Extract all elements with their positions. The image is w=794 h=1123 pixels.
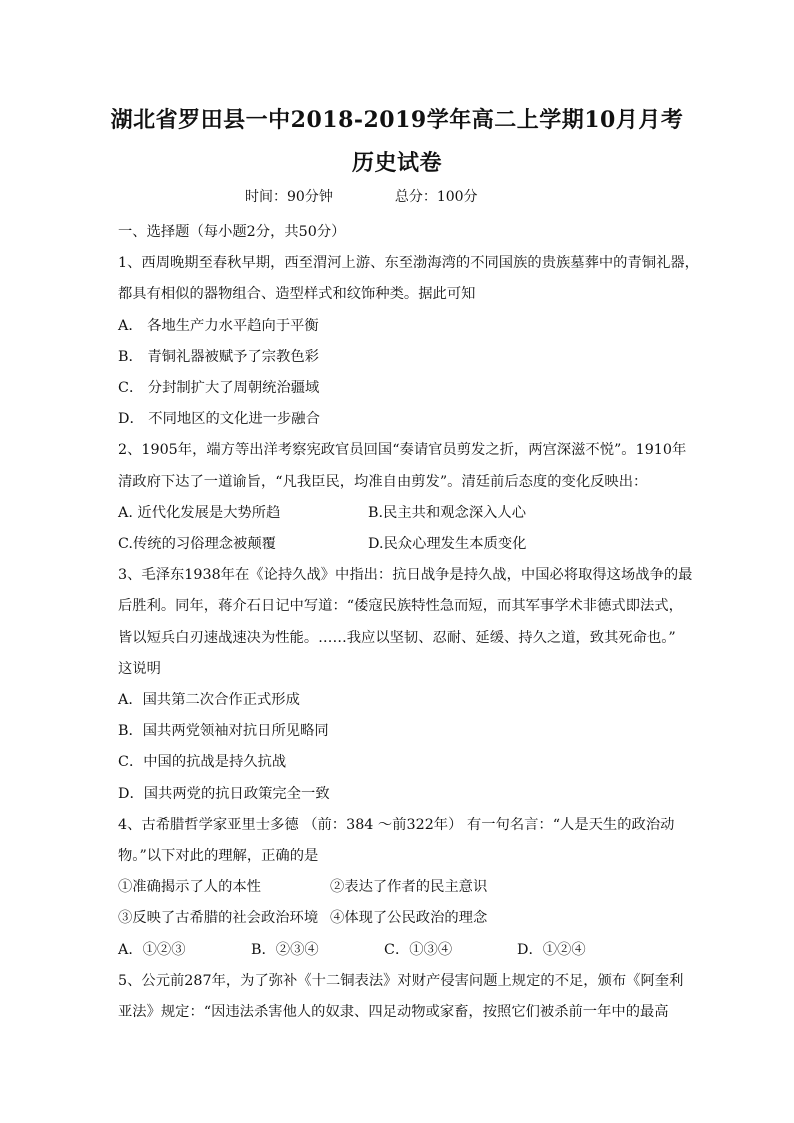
question-2-options-row-2 bbox=[118, 529, 678, 560]
question-4-statement-4: ④体现了公民政治的理念 bbox=[330, 910, 488, 927]
question-3-option-a: A．国共第二次合作正式形成 bbox=[118, 692, 300, 709]
question-1-option-a: A． 各地生产力水平趋向于平衡 bbox=[118, 317, 319, 334]
question-4-stem-line-2: 物。”以下对此的理解，正确的是 bbox=[118, 848, 319, 865]
exam-content bbox=[118, 217, 699, 1028]
question-1-option-d: D． 不同地区的文化进一步融合 bbox=[118, 411, 320, 428]
question-2-stem-line-1: 2、1905年，端方等出洋考察宪政官员回国“奏请官员剪发之折，两宫深滋不悦”。1910年 bbox=[118, 442, 687, 459]
question-4-option-a: A．①②③ bbox=[118, 941, 186, 958]
question-1-stem-line-1: 1、西周晚期至春秋早期，西至渭河上游、东至渤海湾的不同国族的贵族墓葬中的青铜礼器， bbox=[118, 255, 699, 272]
question-4-statements-row-1 bbox=[118, 872, 678, 903]
question-2-option-c: C.传统的习俗理念被颠覆 bbox=[118, 536, 276, 553]
question-3-option-d: D．国共两党的抗日政策完全一致 bbox=[118, 785, 330, 802]
exam-info bbox=[245, 186, 478, 206]
question-2-options-row-1 bbox=[118, 498, 678, 529]
question-4-statement-3: ③反映了古希腊的社会政治环境 bbox=[118, 910, 319, 927]
question-4-statements-row-2 bbox=[118, 903, 678, 934]
question-2-option-d: D.民众心理发生本质变化 bbox=[368, 536, 527, 553]
question-3-option-c: C．中国的抗战是持久抗战 bbox=[118, 754, 287, 771]
question-5-stem-line-1: 5、公元前287年，为了弥补《十二铜表法》对财产侵害问题上规定的不足，颁布《阿奎利 bbox=[118, 972, 684, 989]
question-5-stem-line-2: 亚法》规定：“因违法杀害他人的奴隶、四足动物或家畜，按照它们被杀前一年中的最高 bbox=[118, 1004, 669, 1021]
question-4-options-row bbox=[118, 935, 678, 966]
question-1-option-c: C． 分封制扩大了周朝统治疆域 bbox=[118, 380, 320, 397]
question-2-option-a: A. 近代化发展是大势所趋 bbox=[118, 504, 281, 521]
question-3-stem-line-3: 皆以短兵白刃速战速决为性能。……我应以坚韧、忍耐、延缓、持久之道，致其死命也。” bbox=[118, 629, 676, 646]
question-3-stem-line-4: 这说明 bbox=[118, 660, 161, 677]
question-2-stem-line-2: 清政府下达了一道谕旨，“凡我臣民，均准自由剪发”。清廷前后态度的变化反映出： bbox=[118, 473, 648, 490]
question-4-statement-1: ①准确揭示了人的本性 bbox=[118, 879, 261, 896]
exam-title: 湖北省罗田县一中2018-2019学年高二上学期10月月考 bbox=[110, 107, 684, 133]
question-4-option-c: C．①③④ bbox=[384, 941, 453, 958]
question-1-stem-line-2: 都具有相似的器物组合、造型样式和纹饰种类。据此可知 bbox=[118, 286, 476, 303]
question-4-stem-line-1: 4、古希腊哲学家亚里士多德 （前：384 ～前322年） 有一句名言：“人是天生的政治动 bbox=[118, 816, 675, 833]
question-1-option-b: B． 青铜礼器被赋予了宗教色彩 bbox=[118, 348, 319, 365]
question-3-stem-line-2: 后胜利。同年，蒋介石日记中写道：“倭寇民族特性急而短，而其军事学术非德式即法式， bbox=[118, 598, 683, 615]
question-4-statement-2: ②表达了作者的民主意识 bbox=[330, 879, 488, 896]
question-3-stem-line-1: 3、毛泽东1938年在《论持久战》中指出：抗日战争是持久战，中国必将取得这场战争的最 bbox=[118, 567, 693, 584]
exam-score: 总分：100分 bbox=[394, 189, 478, 205]
question-3-option-b: B．国共两党领袖对抗日所见略同 bbox=[118, 723, 329, 740]
exam-time: 时间：90分钟 bbox=[245, 189, 333, 205]
exam-subtitle: 历史试卷 bbox=[351, 150, 442, 176]
question-4-option-b: B．②③④ bbox=[251, 941, 319, 958]
question-2-option-b: B.民主共和观念深入人心 bbox=[368, 504, 527, 521]
section-heading: 一、选择题（每小题2分，共50分） bbox=[118, 224, 346, 240]
question-4-option-d: D．①②④ bbox=[517, 941, 586, 958]
